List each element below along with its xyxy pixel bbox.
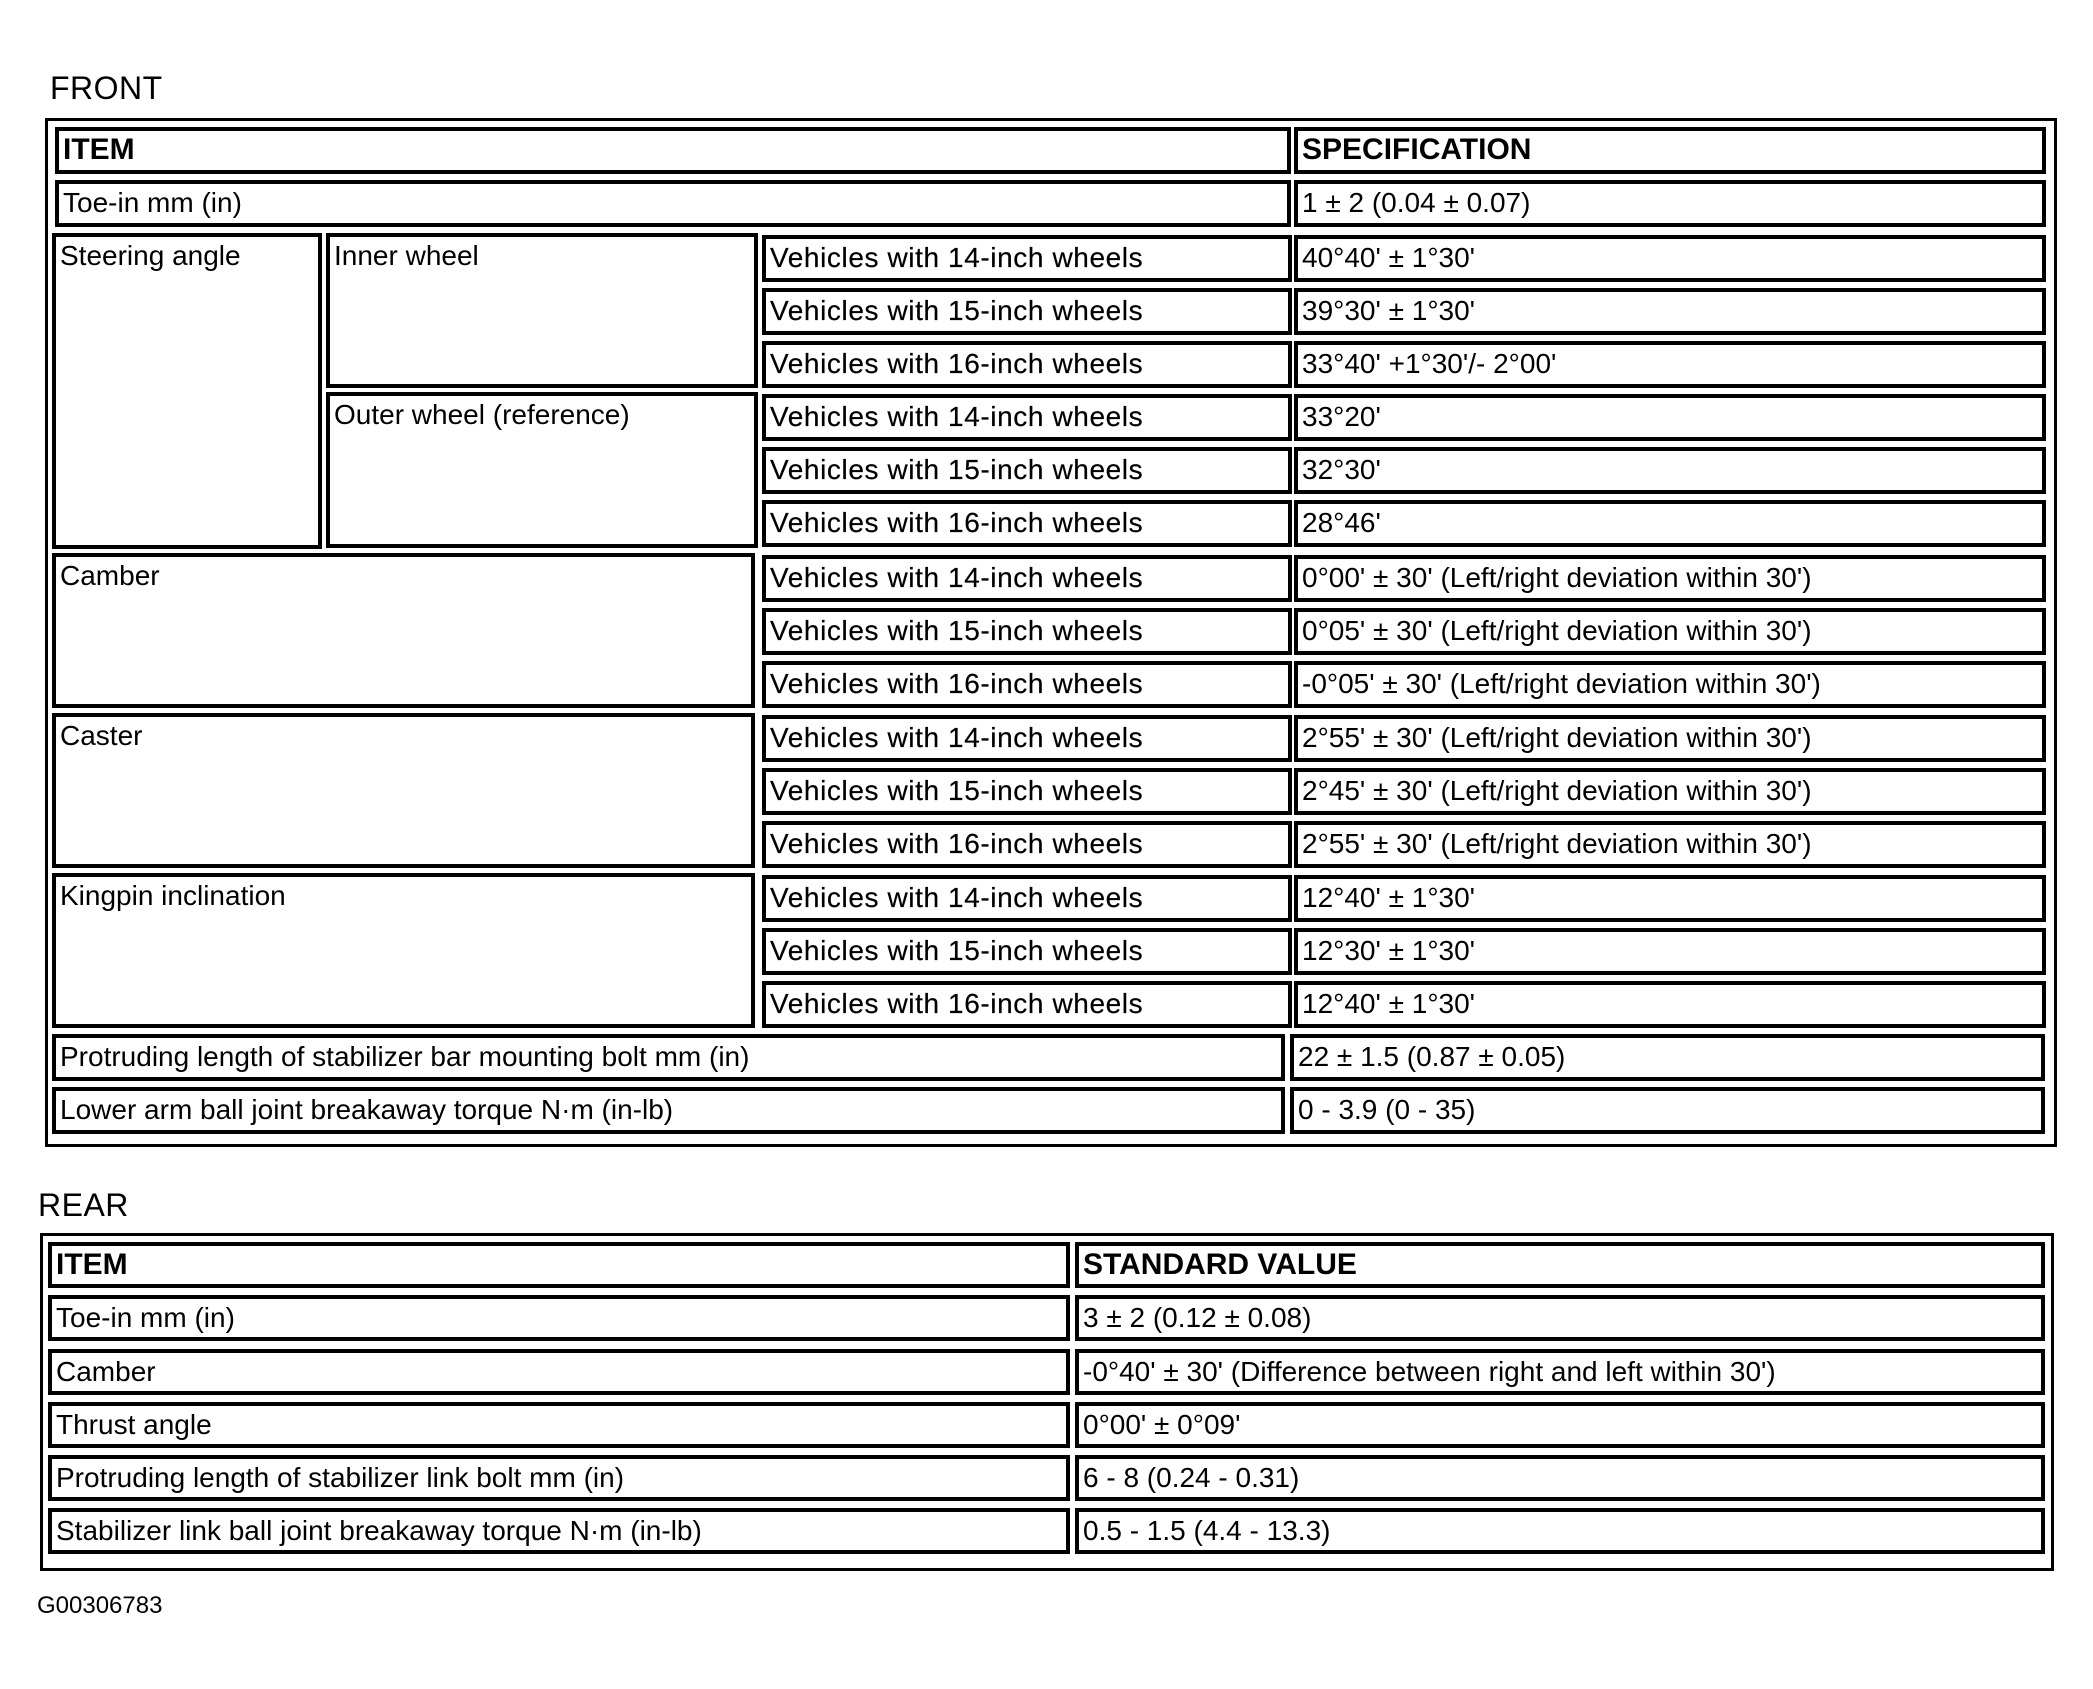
rear-header-value: STANDARD VALUE bbox=[1075, 1242, 2045, 1288]
front-toe-in-spec: 1 ± 2 (0.04 ± 0.07) bbox=[1294, 180, 2046, 227]
figure-id: G00306783 bbox=[37, 1592, 163, 1619]
steering-angle-label: Steering angle bbox=[52, 233, 322, 549]
inner-wheel-condition: Vehicles with 16-inch wheels bbox=[762, 341, 1292, 388]
stabilizer-bolt-item: Protruding length of stabilizer bar mounting bolt mm (in) bbox=[52, 1034, 1285, 1081]
front-header-spec: SPECIFICATION bbox=[1294, 127, 2046, 174]
rear-row-item: Camber bbox=[48, 1349, 1070, 1395]
kingpin-spec: 12°30' ± 1°30' bbox=[1294, 928, 2046, 975]
caster-condition: Vehicles with 14-inch wheels bbox=[762, 715, 1292, 762]
kingpin-label: Kingpin inclination bbox=[52, 873, 755, 1028]
inner-wheel-label: Inner wheel bbox=[326, 233, 758, 388]
inner-wheel-spec: 39°30' ± 1°30' bbox=[1294, 288, 2046, 335]
inner-wheel-condition: Vehicles with 14-inch wheels bbox=[762, 235, 1292, 282]
outer-wheel-spec: 28°46' bbox=[1294, 500, 2046, 547]
rear-row-item: Protruding length of stabilizer link bolt mm (in) bbox=[48, 1455, 1070, 1501]
camber-condition: Vehicles with 15-inch wheels bbox=[762, 608, 1292, 655]
kingpin-condition: Vehicles with 15-inch wheels bbox=[762, 928, 1292, 975]
ball-joint-spec: 0 - 3.9 (0 - 35) bbox=[1290, 1087, 2045, 1134]
ball-joint-item: Lower arm ball joint breakaway torque N·m (in-lb) bbox=[52, 1087, 1285, 1134]
caster-condition: Vehicles with 16-inch wheels bbox=[762, 821, 1292, 868]
outer-wheel-condition: Vehicles with 15-inch wheels bbox=[762, 447, 1292, 494]
rear-row-item: Thrust angle bbox=[48, 1402, 1070, 1448]
caster-spec: 2°55' ± 30' (Left/right deviation within 30') bbox=[1294, 715, 2046, 762]
rear-row-value: -0°40' ± 30' (Difference between right and left within 30') bbox=[1075, 1349, 2045, 1395]
rear-header-item: ITEM bbox=[48, 1242, 1070, 1288]
outer-wheel-condition: Vehicles with 14-inch wheels bbox=[762, 394, 1292, 441]
outer-wheel-spec: 33°20' bbox=[1294, 394, 2046, 441]
caster-condition: Vehicles with 15-inch wheels bbox=[762, 768, 1292, 815]
rear-row-value: 6 - 8 (0.24 - 0.31) bbox=[1075, 1455, 2045, 1501]
front-header-item: ITEM bbox=[55, 127, 1291, 174]
rear-row-value: 3 ± 2 (0.12 ± 0.08) bbox=[1075, 1295, 2045, 1341]
inner-wheel-spec: 40°40' ± 1°30' bbox=[1294, 235, 2046, 282]
kingpin-spec: 12°40' ± 1°30' bbox=[1294, 875, 2046, 922]
caster-spec: 2°45' ± 30' (Left/right deviation within 30') bbox=[1294, 768, 2046, 815]
front-toe-in-item: Toe-in mm (in) bbox=[55, 180, 1291, 227]
kingpin-condition: Vehicles with 14-inch wheels bbox=[762, 875, 1292, 922]
camber-label: Camber bbox=[52, 553, 755, 708]
camber-spec: -0°05' ± 30' (Left/right deviation within 30') bbox=[1294, 661, 2046, 708]
camber-spec: 0°00' ± 30' (Left/right deviation within 30') bbox=[1294, 555, 2046, 602]
camber-condition: Vehicles with 16-inch wheels bbox=[762, 661, 1292, 708]
rear-section-title: REAR bbox=[38, 1187, 129, 1223]
inner-wheel-spec: 33°40' +1°30'/- 2°00' bbox=[1294, 341, 2046, 388]
rear-row-item: Stabilizer link ball joint breakaway torque N·m (in-lb) bbox=[48, 1508, 1070, 1554]
rear-row-item: Toe-in mm (in) bbox=[48, 1295, 1070, 1341]
outer-wheel-spec: 32°30' bbox=[1294, 447, 2046, 494]
caster-label: Caster bbox=[52, 713, 755, 868]
rear-row-value: 0°00' ± 0°09' bbox=[1075, 1402, 2045, 1448]
camber-condition: Vehicles with 14-inch wheels bbox=[762, 555, 1292, 602]
outer-wheel-label: Outer wheel (reference) bbox=[326, 392, 758, 548]
kingpin-condition: Vehicles with 16-inch wheels bbox=[762, 981, 1292, 1028]
outer-wheel-condition: Vehicles with 16-inch wheels bbox=[762, 500, 1292, 547]
camber-spec: 0°05' ± 30' (Left/right deviation within 30') bbox=[1294, 608, 2046, 655]
rear-row-value: 0.5 - 1.5 (4.4 - 13.3) bbox=[1075, 1508, 2045, 1554]
stabilizer-bolt-spec: 22 ± 1.5 (0.87 ± 0.05) bbox=[1290, 1034, 2045, 1081]
front-section-title: FRONT bbox=[50, 70, 163, 106]
inner-wheel-condition: Vehicles with 15-inch wheels bbox=[762, 288, 1292, 335]
caster-spec: 2°55' ± 30' (Left/right deviation within 30') bbox=[1294, 821, 2046, 868]
kingpin-spec: 12°40' ± 1°30' bbox=[1294, 981, 2046, 1028]
